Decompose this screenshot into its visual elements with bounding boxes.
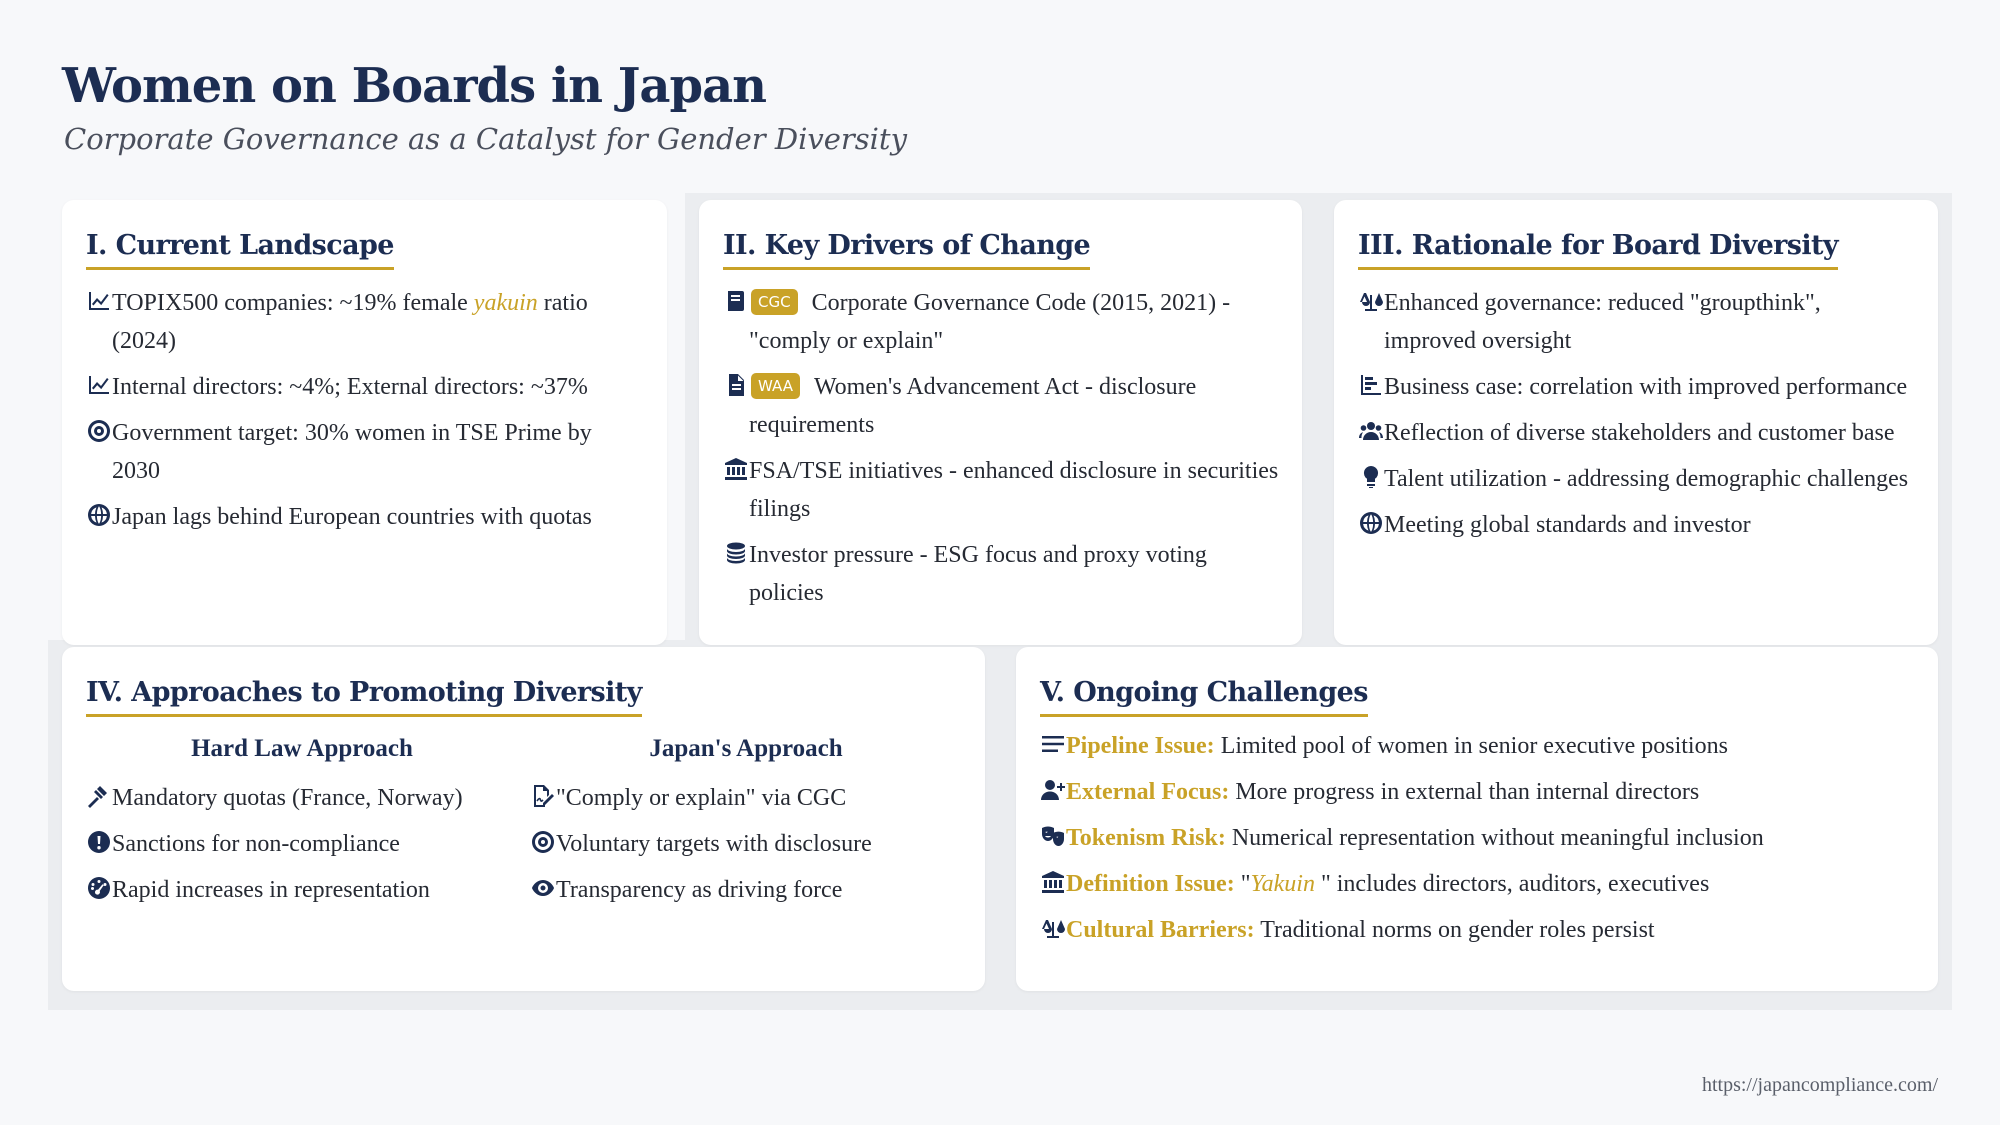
- section-heading: V. Ongoing Challenges: [1040, 677, 1368, 717]
- item-text: Pipeline Issue: Limited pool of women in senior executive positions: [1066, 733, 1728, 759]
- item-text: Mandatory quotas (France, Norway): [112, 785, 463, 811]
- item-text: TOPIX500 companies: ~19% female yakuin ratio (2024): [112, 290, 588, 354]
- list-item: [86, 871, 526, 909]
- item-text: Transparency as driving force: [556, 877, 843, 903]
- list-item: [723, 284, 1282, 360]
- list-item: [1358, 460, 1918, 498]
- card-key-drivers: [699, 200, 1302, 645]
- book-icon: [723, 284, 749, 318]
- card-current-landscape: [62, 200, 667, 645]
- globe-icon: [86, 498, 112, 532]
- card-challenges: [1016, 647, 1938, 991]
- item-text: FSA/TSE initiatives - enhanced disclosure in securities filings: [749, 458, 1279, 522]
- source-url[interactable]: https://japancompliance.com/: [1701, 1074, 1938, 1096]
- list-item: [1040, 911, 1918, 949]
- list-item: [1040, 727, 1918, 765]
- hard-law-heading: Hard Law Approach: [191, 735, 413, 762]
- file-signature-icon: [530, 779, 556, 813]
- chart-bar-icon: [1358, 368, 1384, 402]
- list-item: [86, 779, 526, 817]
- item-text: External Focus: More progress in external than internal directors: [1066, 779, 1700, 805]
- coins-icon: [723, 536, 749, 570]
- list-item: [86, 414, 627, 490]
- list-item: [723, 368, 1282, 444]
- target-icon: [530, 825, 556, 859]
- item-text: Cultural Barriers: Traditional norms on gender roles persist: [1066, 917, 1655, 943]
- section-heading: IV. Approaches to Promoting Diversity: [86, 677, 642, 717]
- document-icon: [723, 368, 749, 402]
- list-item: [530, 871, 970, 909]
- item-text: CGC Corporate Governance Code (2015, 2021) - "comply or explain": [749, 290, 1231, 354]
- item-text: Reflection of diverse stakeholders and customer base: [1384, 420, 1895, 446]
- list-item: [1358, 414, 1918, 452]
- gavel-icon: [86, 779, 112, 813]
- gauge-icon: [86, 871, 112, 905]
- users-icon: [1358, 414, 1384, 448]
- item-text: Talent utilization - addressing demographic challenges: [1384, 466, 1909, 492]
- target-icon: [86, 414, 112, 448]
- item-text: Investor pressure - ESG focus and proxy voting policies: [749, 542, 1207, 606]
- list-item: [1040, 865, 1918, 903]
- item-text: WAA Women's Advancement Act - disclosure requirements: [749, 374, 1197, 438]
- section-heading: I. Current Landscape: [86, 230, 394, 270]
- list-item: [86, 825, 526, 863]
- list-item: [723, 536, 1282, 612]
- landmark-icon: [723, 452, 749, 486]
- item-text: "Comply or explain" via CGC: [556, 785, 847, 811]
- scale-icon: [1040, 911, 1066, 945]
- item-text: Enhanced governance: reduced "groupthink", improved oversight: [1384, 290, 1821, 354]
- list-item: [86, 498, 627, 536]
- list-item: [86, 368, 627, 406]
- list-item: [530, 779, 970, 817]
- section-heading: III. Rationale for Board Diversity: [1358, 230, 1838, 270]
- list-item: [1040, 773, 1918, 811]
- list-item: [86, 284, 627, 360]
- item-text: Meeting global standards and investor: [1384, 512, 1751, 538]
- badge-cgc: CGC: [751, 289, 798, 315]
- japan-approach-heading: Japan's Approach: [649, 735, 843, 762]
- item-text: Tokenism Risk: Numerical representation without meaningful inclusion: [1066, 825, 1764, 851]
- list-icon: [1040, 727, 1066, 761]
- globe-icon: [1358, 506, 1384, 540]
- item-text: Japan lags behind European countries with quotas: [112, 504, 592, 530]
- item-text: Government target: 30% women in TSE Prime by 2030: [112, 420, 592, 484]
- chart-line-icon: [86, 284, 112, 318]
- list-item: [1358, 368, 1918, 406]
- scale-icon: [1358, 284, 1384, 318]
- masks-icon: [1040, 819, 1066, 853]
- landmark-icon: [1040, 865, 1066, 899]
- user-plus-icon: [1040, 773, 1066, 807]
- item-text: Internal directors: ~4%; External directors: ~37%: [112, 374, 588, 400]
- item-text: Sanctions for non-compliance: [112, 831, 400, 857]
- page-subtitle: Corporate Governance as a Catalyst for Gender Diversity: [64, 122, 907, 156]
- lightbulb-icon: [1358, 460, 1384, 494]
- card-approaches: [62, 647, 985, 991]
- eye-icon: [530, 871, 556, 905]
- list-item: [723, 452, 1282, 528]
- list-item: [1358, 284, 1918, 360]
- item-text: Definition Issue: "Yakuin " includes directors, auditors, executives: [1066, 871, 1710, 897]
- alert-circle-icon: [86, 825, 112, 859]
- chart-line-icon: [86, 368, 112, 402]
- item-text: Voluntary targets with disclosure: [556, 831, 872, 857]
- badge-waa: WAA: [751, 373, 800, 399]
- item-text: Rapid increases in representation: [112, 877, 430, 903]
- section-heading: II. Key Drivers of Change: [723, 230, 1090, 270]
- item-text: Business case: correlation with improved performance: [1384, 374, 1908, 400]
- card-rationale: [1334, 200, 1938, 645]
- list-item: [1358, 506, 1918, 544]
- page-title: Women on Boards in Japan: [62, 58, 767, 114]
- list-item: [530, 825, 970, 863]
- list-item: [1040, 819, 1918, 857]
